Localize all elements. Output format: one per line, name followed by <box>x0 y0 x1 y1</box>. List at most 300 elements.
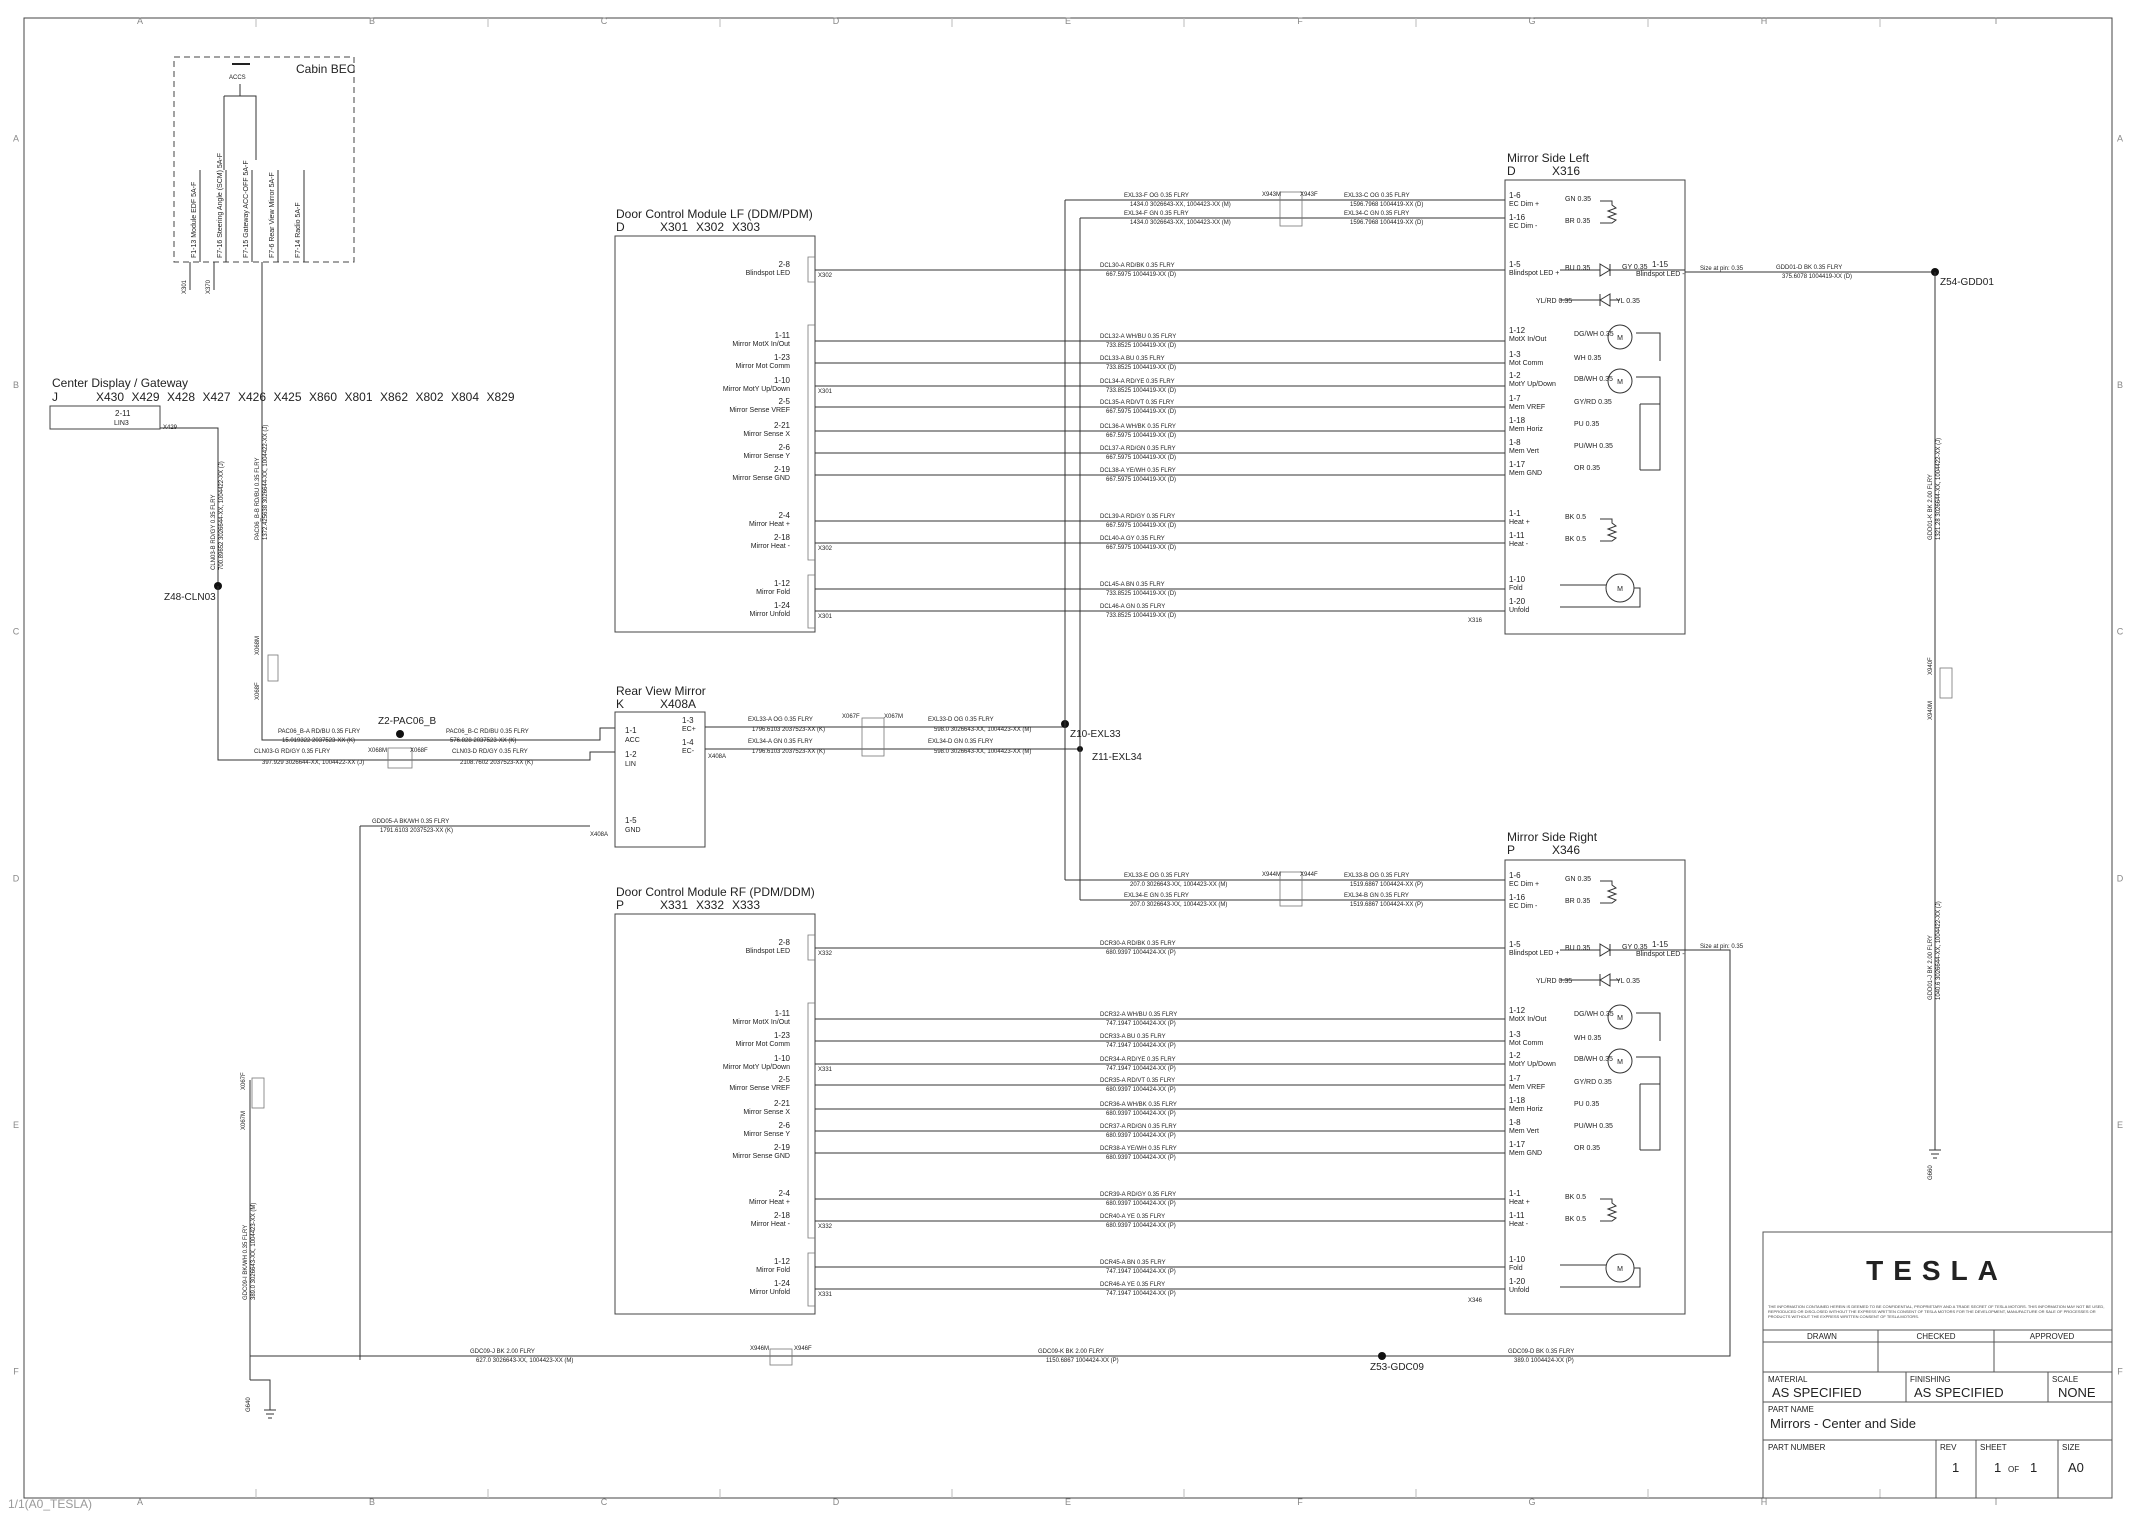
ec-bot2b: 207.0 3026643-XX, 1004423-XX (M) <box>1130 902 1228 908</box>
g660: G660 <box>1928 1165 1934 1180</box>
gdc09-w3b: 389.0 1004424-XX (P) <box>1514 1358 1574 1364</box>
ddm-rf-wire-2: DCR33-A BU 0.35 FLRY <box>1100 1034 1166 1040</box>
node-z53 <box>1378 1352 1386 1360</box>
mirror-left-led-out-name: Blindspot LED - <box>1636 271 1685 278</box>
mirror-right-fold-motor-m: M <box>1617 1266 1623 1273</box>
bec-fuse-4: F7-14 Radio 5A-F <box>295 202 302 258</box>
node-z11-label: Z11-EXL34 <box>1092 752 1142 763</box>
mirror-left-id: D <box>1507 164 1516 178</box>
ddm-lf-pin-1-10: 1-10 <box>773 376 790 385</box>
ddm-rf-pin-name-8: Mirror Heat + <box>748 1199 790 1206</box>
lin-w2: CLN03-D RD/GY 0.35 FLRY <box>452 749 528 755</box>
gdd01-vertb: 1321.28 3026644-XX, 1004422-XX (J) <box>1936 437 1942 540</box>
mirror-right-pin-1-18: 1-18 <box>1509 1096 1526 1105</box>
ddm-rf-wire-pn-2: 747.1947 1004424-XX (P) <box>1106 1043 1176 1049</box>
rvm-title: Rear View Mirror <box>616 684 706 698</box>
mirror-left-pin-color-11: BK 0.5 <box>1565 536 1587 543</box>
grid-row-right-A: A <box>2116 133 2124 144</box>
grid-row-right-E: E <box>2116 1120 2124 1130</box>
mirror-left-led-yl2: YL 0.35 <box>1616 298 1640 305</box>
led-right-size-note: Size at pin: 0.35 <box>1700 944 1744 950</box>
grid-col-top-A: A <box>136 16 144 26</box>
ddm-lf-wire-5: DCL36-A WH/BK 0.35 FLRY <box>1100 424 1176 430</box>
ddm-rf-wire-pn-6: 680.9397 1004424-XX (P) <box>1106 1133 1176 1139</box>
ddm-rf-wire-0: DCR30-A RD/BK 0.35 FLRY <box>1100 941 1176 947</box>
ddm-rf-pin-2-18: 2-18 <box>773 1211 790 1220</box>
ddm-lf-wire-pn-4: 667.5975 1004419-XX (D) <box>1106 409 1177 415</box>
ddm-lf-id: D <box>616 220 625 234</box>
mirror-right-led-color: GY 0.35 <box>1622 944 1648 951</box>
ddm-lf-pin-name-6: Mirror Sense Y <box>743 453 790 460</box>
ddm-rf-pin-1-12: 1-12 <box>773 1257 790 1266</box>
mirror-right-pin-color-2: BU 0.35 <box>1565 945 1591 952</box>
cd-pin-conn: X429 <box>163 425 178 431</box>
vert-cd2: PAC06_B-B RD/BU 0.35 FLRY <box>255 457 261 540</box>
mirror-left-pin-1-10: 1-10 <box>1509 575 1526 584</box>
ddm-rf-wire-pn-0: 680.9397 1004424-XX (P) <box>1106 950 1176 956</box>
ddm-rf-pin-1-10: 1-10 <box>773 1054 790 1063</box>
g640: G640 <box>246 1397 252 1412</box>
ddm-lf-wire-pn-5: 667.5975 1004419-XX (D) <box>1106 433 1177 439</box>
ddm-lf-wire-11: DCL46-A GN 0.35 FLRY <box>1100 604 1166 610</box>
ddm-lf-pin-conn-0: X302 <box>818 273 833 279</box>
gdd01-w1b: 375.6078 1004419-XX (D) <box>1782 274 1853 280</box>
mirror-right-led-yl: YL/RD 0.35 <box>1536 978 1573 985</box>
rvm-pin-5: 1-5 <box>625 816 637 825</box>
mirror-right-pin-1-2: 1-2 <box>1509 1051 1521 1060</box>
ddm-rf-wire-8: DCR39-A RD/GY 0.35 FLRY <box>1100 1192 1177 1198</box>
ddm-lf-pin-name-1: Mirror MotX In/Out <box>732 341 790 348</box>
mirror-right-id: P <box>1507 843 1516 857</box>
ddm-lf-pin-1-24: 1-24 <box>773 601 790 610</box>
node-z10-label: Z10-EXL33 <box>1070 729 1121 740</box>
mirror-left-pin-1-1: 1-1 <box>1509 509 1521 518</box>
conn-x944f: X944F <box>1300 872 1318 878</box>
grid-row-right-F: F <box>2117 1366 2123 1377</box>
mirror-right-pin-color-0: GN 0.35 <box>1565 876 1592 883</box>
tb-sheet: 1 <box>1994 1460 2002 1475</box>
mirror-right-pin-name-7: Mem Horiz <box>1509 1106 1543 1113</box>
ddm-lf-wire-pn-9: 667.5975 1004419-XX (D) <box>1106 545 1177 551</box>
door-control-module-lf <box>615 207 1505 632</box>
mirror-left-pin-name-5: MotY Up/Down <box>1509 381 1556 388</box>
ddm-lf-pin-name-7: Mirror Sense GND <box>732 475 790 482</box>
mirror-side-left <box>1468 151 1685 634</box>
center-display-id: J <box>52 390 58 404</box>
rvm-conn-a: X408A <box>590 832 609 838</box>
mirror-left-led-out-num: 1-15 <box>1652 260 1669 269</box>
grid-row-left-F: F <box>13 1366 19 1377</box>
rvm-pin-1-name: ACC <box>625 737 640 744</box>
ddm-rf-pin-name-11: Mirror Unfold <box>749 1289 790 1296</box>
vert-cd2b: 1372.425638 3026644-XX, 1004422-XX (J) <box>263 424 269 540</box>
tesla-logo: TESLA <box>1866 1255 2008 1286</box>
rvm-w1: EXL33-A OG 0.35 FLRY <box>748 717 813 723</box>
mirror-left-pin-color-4: WH 0.35 <box>1574 355 1602 362</box>
ddm-rf-pin-conn-9: X332 <box>818 1224 833 1230</box>
mirror-left-pin-1-7: 1-7 <box>1509 394 1521 403</box>
mirror-right-pin-name-2: Blindspot LED + <box>1509 950 1560 957</box>
conn-x946f: X946F <box>794 1346 812 1352</box>
tb-of: OF <box>2008 1465 2020 1474</box>
tb-part-name: Mirrors - Center and Side <box>1770 1416 1916 1431</box>
rvm-pin-5-name: GND <box>625 827 641 834</box>
tb-checked: CHECKED <box>1916 1332 1956 1341</box>
ddm-lf-wire-8: DCL39-A RD/GY 0.35 FLRY <box>1100 514 1176 520</box>
mirror-right-motor-m2-m: M <box>1617 1059 1623 1066</box>
grid-col-top-G: G <box>1528 16 1536 26</box>
acc-w2: PAC06_B-C RD/BU 0.35 FLRY <box>446 729 529 735</box>
mirror-right-pin-1-10: 1-10 <box>1509 1255 1526 1264</box>
ddm-rf-pin-name-0: Blindspot LED <box>745 948 790 955</box>
ec-top3: EXL33-C OG 0.35 FLRY <box>1344 193 1410 199</box>
mirror-right-pin-1-17: 1-17 <box>1509 1140 1526 1149</box>
mirror-left-pin-1-3: 1-3 <box>1509 350 1521 359</box>
mirror-right-pin-name-6: Mem VREF <box>1509 1084 1546 1091</box>
cd-conn-X802: X802 <box>415 390 444 404</box>
grid-col-top-H: H <box>1760 16 1768 26</box>
ec-top2b: 1434.0 3026643-XX, 1004423-XX (M) <box>1130 220 1231 226</box>
mirror-left-pin-1-20: 1-20 <box>1509 597 1526 606</box>
grid-col-bottom-G: G <box>1528 1497 1536 1507</box>
mirror-left-pin-name-8: Mem Vert <box>1509 448 1539 455</box>
ddm-lf-conn-3: X303 <box>732 220 761 234</box>
mirror-right-pin-color-3: DG/WH 0.35 <box>1574 1011 1614 1018</box>
ec-wires-right <box>1065 872 1505 908</box>
tb-scale: NONE <box>2058 1385 2096 1400</box>
rvm-ec-wires <box>705 200 1142 900</box>
rvm-w3b: 598.0 3026643-XX, 1004423-XX (M) <box>934 727 1032 733</box>
center-display-gateway <box>50 376 515 760</box>
rvm-pin-1: 1-1 <box>625 726 637 735</box>
bec-fuse-3: F7-6 Rear View Mirror 5A-F <box>269 172 276 258</box>
ec-top2: EXL34-F GN 0.35 FLRY <box>1124 211 1189 217</box>
mirror-right-pin-1-20: 1-20 <box>1509 1277 1526 1286</box>
mirror-right-led-yl2: YL 0.35 <box>1616 978 1640 985</box>
tb-sheet-total: 1 <box>2030 1460 2038 1475</box>
mirror-right-pin-name-12: Fold <box>1509 1265 1523 1272</box>
mirror-right-pin-color-9: OR 0.35 <box>1574 1145 1601 1152</box>
rvm-pin-4: 1-4 <box>682 738 694 747</box>
grid-col-bottom-B: B <box>368 1497 376 1507</box>
grid-row-right-B: B <box>2116 380 2124 390</box>
ddm-lf-pin-name-8: Mirror Heat + <box>748 521 790 528</box>
ec-bot4b: 1519.6867 1004424-XX (P) <box>1350 902 1424 908</box>
ddm-rf-pin-2-21: 2-21 <box>773 1099 790 1108</box>
conn-x067: X067F <box>241 1072 247 1090</box>
mirror-left-pin-1-6: 1-6 <box>1509 191 1521 200</box>
mirror-left-pin-1-5: 1-5 <box>1509 260 1521 269</box>
ec-bot2: EXL34-E GN 0.35 FLRY <box>1124 893 1189 899</box>
tb-part-name-label: PART NAME <box>1768 1405 1814 1414</box>
ec-wires-left <box>1065 192 1505 226</box>
ddm-rf-wire-pn-7: 680.9397 1004424-XX (P) <box>1106 1155 1176 1161</box>
mirror-left-pin-1-2: 1-2 <box>1509 371 1521 380</box>
conn-x943f: X943F <box>1300 192 1318 198</box>
rvm-conn: X408A <box>660 697 697 711</box>
ddm-rf-wire-pn-5: 680.9397 1004424-XX (P) <box>1106 1111 1176 1117</box>
mirror-right-pin-1-11: 1-11 <box>1509 1211 1525 1220</box>
mirror-right-pin-name-11: Heat - <box>1509 1221 1529 1228</box>
ec-bot3b: 1519.6867 1004424-XX (P) <box>1350 882 1424 888</box>
mirror-right-pin-color-5: DB/WH 0.35 <box>1574 1056 1613 1063</box>
ddm-lf-wire-pn-1: 733.8525 1004419-XX (D) <box>1106 343 1177 349</box>
ddm-rf-conn-1: X331 <box>660 898 689 912</box>
ddm-lf-wire-pn-7: 667.5975 1004419-XX (D) <box>1106 477 1177 483</box>
ddm-rf-pin-1-23: 1-23 <box>773 1031 790 1040</box>
mirror-right-pin-name-3: MotX In/Out <box>1509 1016 1547 1023</box>
ddm-rf-pin-1-11: 1-11 <box>774 1009 790 1018</box>
gdc09-w1b: 627.0 3026643-XX, 1004423-XX (M) <box>476 1358 574 1364</box>
mirror-right-pin-color-6: GY/RD 0.35 <box>1574 1079 1612 1086</box>
bec-fuse-0: F1-13 Module EDF 5A-F <box>191 181 198 258</box>
ddm-lf-pin-2-21: 2-21 <box>773 421 790 430</box>
conn-x067b: X067M <box>241 1110 247 1130</box>
ec-top1: EXL33-F OG 0.35 FLRY <box>1124 193 1189 199</box>
ec-bot3: EXL33-B OG 0.35 FLRY <box>1344 873 1410 879</box>
ec-bot4: EXL34-B GN 0.35 FLRY <box>1344 893 1409 899</box>
node-z2 <box>396 730 404 738</box>
ddm-lf-wire-pn-10: 733.8525 1004419-XX (D) <box>1106 591 1177 597</box>
cd-conn-X829: X829 <box>486 390 515 404</box>
ddm-rf-wire-7: DCR38-A YE/WH 0.35 FLRY <box>1100 1146 1177 1152</box>
mirror-right-pin-color-10: BK 0.5 <box>1565 1194 1587 1201</box>
ddm-lf-pin-2-8: 2-8 <box>778 260 790 269</box>
node-z48-label: Z48-CLN03 <box>164 592 216 603</box>
grid-col-top-D: D <box>832 16 840 26</box>
accs-label: ACCS <box>229 75 246 81</box>
ddm-rf-pin-name-9: Mirror Heat - <box>750 1221 790 1228</box>
grid-col-bottom-D: D <box>832 1497 840 1507</box>
ddm-lf-title: Door Control Module LF (DDM/PDM) <box>616 207 813 221</box>
ddm-lf-pin-2-4: 2-4 <box>778 511 790 520</box>
mirror-right-pin-name-4: Mot Comm <box>1509 1040 1544 1047</box>
mirror-right-pin-name-0: EC Dim + <box>1509 881 1540 888</box>
door-control-module-rf <box>615 885 1505 1314</box>
cd-conn-X428: X428 <box>167 390 196 404</box>
rvm-feed-wires <box>218 716 615 1360</box>
gdc09-w3: GDC09-D BK 0.35 FLRY <box>1508 1349 1575 1355</box>
tb-drawn: DRAWN <box>1807 1332 1837 1341</box>
ddm-lf-wire-10: DCL45-A BN 0.35 FLRY <box>1100 582 1165 588</box>
mirror-left-pin-name-13: Unfold <box>1509 607 1530 614</box>
mirror-right-pin-1-3: 1-3 <box>1509 1030 1521 1039</box>
ddm-rf-pin-name-1: Mirror MotX In/Out <box>732 1019 790 1026</box>
gdc09-w2b: 1150.6867 1004424-XX (P) <box>1046 1358 1119 1364</box>
mirror-left-pin-name-10: Heat + <box>1509 519 1530 526</box>
mirror-right-motor-m1-m: M <box>1617 1015 1623 1022</box>
ddm-rf-pin-conn-3: X331 <box>818 1067 833 1073</box>
ddm-rf-pin-2-8: 2-8 <box>778 938 790 947</box>
ddm-rf-wire-pn-3: 747.1947 1004424-XX (P) <box>1106 1066 1176 1072</box>
ddm-lf-conn-1: X301 <box>660 220 689 234</box>
ddm-rf-pin-1-24: 1-24 <box>773 1279 790 1288</box>
title-block <box>1763 1232 2112 1498</box>
node-z53-label: Z53-GDC09 <box>1370 1362 1424 1373</box>
cd-conn-X427: X427 <box>202 390 231 404</box>
gdd01-vert2b: 1040.6 3026644-XX, 1004422-XX (J) <box>1936 901 1942 1000</box>
ddm-rf-pin-conn-0: X332 <box>818 951 833 957</box>
ddm-rf-wire-pn-10: 747.1947 1004424-XX (P) <box>1106 1269 1176 1275</box>
ec-bot1b: 207.0 3026643-XX, 1004423-XX (M) <box>1130 882 1228 888</box>
lin-w1: CLN03-G RD/GY 0.35 FLRY <box>254 749 331 755</box>
mirror-right-led-out-name: Blindspot LED - <box>1636 951 1685 958</box>
mirror-right-pin-name-5: MotY Up/Down <box>1509 1061 1556 1068</box>
rvm-conn-b: X408A <box>708 754 727 760</box>
rvm-id: K <box>616 697 625 711</box>
cd-pin: 2-11 <box>115 409 131 418</box>
mirror-right-pin-1-7: 1-7 <box>1509 1074 1521 1083</box>
acc-w1: PAC06_B-A RD/BU 0.35 FLRY <box>278 729 361 735</box>
mirror-right-pin-color-4: WH 0.35 <box>1574 1035 1602 1042</box>
tb-size: A0 <box>2068 1460 2084 1475</box>
mirror-right-pin-1-1: 1-1 <box>1509 1189 1521 1198</box>
tb-material: AS SPECIFIED <box>1772 1385 1862 1400</box>
ddm-lf-wire-pn-3: 733.8525 1004419-XX (D) <box>1106 388 1177 394</box>
rvm-w3: EXL33-D OG 0.35 FLRY <box>928 717 994 723</box>
ddm-rf-pin-name-10: Mirror Fold <box>756 1267 790 1274</box>
mirror-left-pin-name-1: EC Dim - <box>1509 223 1538 230</box>
gdc09-w2: GDC09-K BK 2.00 FLRY <box>1038 1349 1104 1355</box>
mirror-left-pin-1-11: 1-11 <box>1509 531 1525 540</box>
node-z54-label: Z54-GDD01 <box>1940 277 1994 288</box>
mirror-left-pin-1-17: 1-17 <box>1509 460 1526 469</box>
mirror-left-pin-name-9: Mem GND <box>1509 470 1543 477</box>
ddm-lf-wire-9: DCL40-A GY 0.35 FLRY <box>1100 536 1165 542</box>
mirror-left-pin-name-6: Mem VREF <box>1509 404 1546 411</box>
mirror-right-pin-1-12: 1-12 <box>1509 1006 1526 1015</box>
cd-conn-X804: X804 <box>451 390 480 404</box>
cd-conn-X801: X801 <box>344 390 373 404</box>
tb-material-label: MATERIAL <box>1768 1375 1808 1384</box>
rvm-pin-3-name: EC+ <box>682 726 696 733</box>
bec-fuse-1: F7-16 Steering Angle (SCM) 5A-F <box>217 152 224 258</box>
tb-scale-label: SCALE <box>2052 1375 2079 1384</box>
rear-view-mirror <box>590 684 726 847</box>
mirror-left-pin-color-5: DB/WH 0.35 <box>1574 376 1613 383</box>
rvm-w2b: 1796.6103 2037523-XX (K) <box>752 749 826 755</box>
gdc09-vert: GDC09-I BK/WH 0.35 FLRY <box>243 1224 249 1300</box>
grid-col-bottom-H: H <box>1760 1497 1768 1507</box>
grid-col-top-F: F <box>1297 16 1303 26</box>
ddm-lf-wire-pn-8: 667.5975 1004419-XX (D) <box>1106 523 1177 529</box>
mirror-right-title: Mirror Side Right <box>1507 830 1598 844</box>
ddm-rf-wire-pn-1: 747.1947 1004424-XX (P) <box>1106 1021 1176 1027</box>
ddm-rf-wire-pn-8: 680.9397 1004424-XX (P) <box>1106 1201 1176 1207</box>
rvm-pin-4-name: EC- <box>682 748 695 755</box>
ec-top1b: 1434.0 3026643-XX, 1004423-XX (M) <box>1130 202 1231 208</box>
mirror-right-pin-1-6: 1-6 <box>1509 871 1521 880</box>
grid-col-bottom-I: I <box>1994 1497 1998 1507</box>
ddm-lf-pin-name-2: Mirror Mot Comm <box>735 363 790 370</box>
bec-fuse-2: F7-15 Gateway ACC-OFF 5A-F <box>243 160 250 258</box>
grid-row-left-A: A <box>12 133 20 144</box>
ddm-rf-wire-3: DCR34-A RD/YE 0.35 FLRY <box>1100 1057 1176 1063</box>
ec-top4: EXL34-C GN 0.35 FLRY <box>1344 211 1410 217</box>
gdd01-w1: GDD01-D BK 0.35 FLRY <box>1776 265 1843 271</box>
gdc09-vertb: 389.0 3026643-XX, 1004423-XX (M) <box>251 1202 257 1300</box>
node-z2-label: Z2-PAC06_B <box>378 716 437 727</box>
conn-x068b: X068F <box>255 682 261 700</box>
mirror-left-pin-1-16: 1-16 <box>1509 213 1526 222</box>
mirror-right-pin-1-16: 1-16 <box>1509 893 1526 902</box>
ddm-lf-pin-conn-3: X301 <box>818 389 833 395</box>
gdc09-w1: GDC09-J BK 2.00 FLRY <box>470 1349 535 1355</box>
ddm-rf-pin-name-3: Mirror MotY Up/Down <box>722 1064 790 1071</box>
rvm-w2: EXL34-A GN 0.35 FLRY <box>748 739 813 745</box>
cabin-bec-title: Cabin BEC <box>296 62 356 76</box>
bec-conn-left: X301 <box>182 279 188 294</box>
ddm-rf-wire-1: DCR32-A WH/BU 0.35 FLRY <box>1100 1012 1178 1018</box>
cabin-bec <box>174 57 356 420</box>
conn-x944m: X944M <box>1262 872 1282 878</box>
grid-col-bottom-A: A <box>136 1497 144 1507</box>
ddm-lf-pin-conn-9: X302 <box>818 546 833 552</box>
gdd01-vert: GDD01-K BK 2.00 FLRY <box>1928 474 1934 540</box>
vert-cd1: CLN03-B RD/GY 0.35 FLRY <box>211 494 217 570</box>
ddm-rf-wire-10: DCR45-A BN 0.35 FLRY <box>1100 1260 1166 1266</box>
tb-part-number-label: PART NUMBER <box>1768 1443 1826 1452</box>
cd-conn-X426: X426 <box>238 390 267 404</box>
conn-x946m: X946M <box>750 1346 770 1352</box>
ddm-rf-wire-pn-9: 680.9397 1004424-XX (P) <box>1106 1223 1176 1229</box>
cd-conn-X862: X862 <box>380 390 409 404</box>
ddm-lf-wire-pn-0: 667.5975 1004419-XX (D) <box>1106 272 1177 278</box>
ddm-lf-pin-2-6: 2-6 <box>778 443 790 452</box>
mirror-right-pin-color-8: PU/WH 0.35 <box>1574 1123 1613 1130</box>
ddm-lf-pin-name-0: Blindspot LED <box>745 270 790 277</box>
ddm-rf-id: P <box>616 898 625 912</box>
tb-disclaimer: THE INFORMATION CONTAINED HEREIN IS DEEMED TO BE CONFIDENTIAL, PROPRIETARY AND A TRADE SECRET OF TESLA MOTORS. THIS INFORMATION MAY NOT BE USED, REPRODUCED OR DISCLOSED WITHOUT THE EXPRESS WRITTEN CONSENT OF TESLA MOTORS FOR THE DEVELOPMENT, MANUFACTURE OR SALE OF PROCESSES OR PRODUCTS WITHOUT THE EXPRESS WRITTEN CONSENT OF TESLA MOTORS. <box>1768 1304 2105 1319</box>
conn-x067m: X067M <box>884 714 904 720</box>
ddm-rf-wire-11: DCR46-A YE 0.35 FLRY <box>1100 1282 1166 1288</box>
ddm-rf-pin-name-7: Mirror Sense GND <box>732 1153 790 1160</box>
mirror-right-pin-name-10: Heat + <box>1509 1199 1530 1206</box>
grid-col-top-I: I <box>1994 16 1998 26</box>
ddm-lf-conn-2: X302 <box>696 220 725 234</box>
mirror-left-pin-name-11: Heat - <box>1509 541 1529 548</box>
grid-row-left-E: E <box>12 1120 20 1130</box>
mirror-left-pin-name-4: Mot Comm <box>1509 360 1544 367</box>
mirror-left-pin-name-3: MotX In/Out <box>1509 336 1547 343</box>
ddm-lf-wire-pn-6: 667.5975 1004419-XX (D) <box>1106 455 1177 461</box>
rvm-pin-2-name: LIN <box>625 761 636 768</box>
grid-row-left-C: C <box>12 626 20 637</box>
rvm-pin-2: 1-2 <box>625 750 637 759</box>
acc-w2b: 576.828 2037523-XX (K) <box>450 738 517 744</box>
mirror-right-pin-name-13: Unfold <box>1509 1287 1530 1294</box>
conn-x068f: X068F <box>410 748 428 754</box>
ddm-lf-pin-conn-11: X301 <box>818 614 833 620</box>
rvm-w1b: 1796.6103 2037523-XX (K) <box>752 727 826 733</box>
ddm-rf-pin-2-4: 2-4 <box>778 1189 790 1198</box>
bec-conn-right: X370 <box>206 279 212 294</box>
ddm-rf-pin-conn-11: X331 <box>818 1292 833 1298</box>
mirror-left-pin-name-0: EC Dim + <box>1509 201 1540 208</box>
ddm-rf-conn-3: X333 <box>732 898 761 912</box>
mirror-right-conn: X346 <box>1552 843 1581 857</box>
mirror-right-pin-color-11: BK 0.5 <box>1565 1216 1587 1223</box>
ddm-lf-pin-name-4: Mirror Sense VREF <box>729 407 790 414</box>
tb-sheet-label: SHEET <box>1980 1443 2007 1452</box>
gdd01-vert2: GDD01-J BK 2.00 FLRY <box>1928 935 1934 1000</box>
mirror-right-pin-1-5: 1-5 <box>1509 940 1521 949</box>
ddm-lf-pin-2-5: 2-5 <box>778 397 790 406</box>
ddm-lf-wire-3: DCL34-A RD/YE 0.35 FLRY <box>1100 379 1175 385</box>
mirror-left-pin-1-12: 1-12 <box>1509 326 1526 335</box>
grid-row-left-D: D <box>12 873 20 884</box>
ddm-rf-pin-2-19: 2-19 <box>773 1143 790 1152</box>
